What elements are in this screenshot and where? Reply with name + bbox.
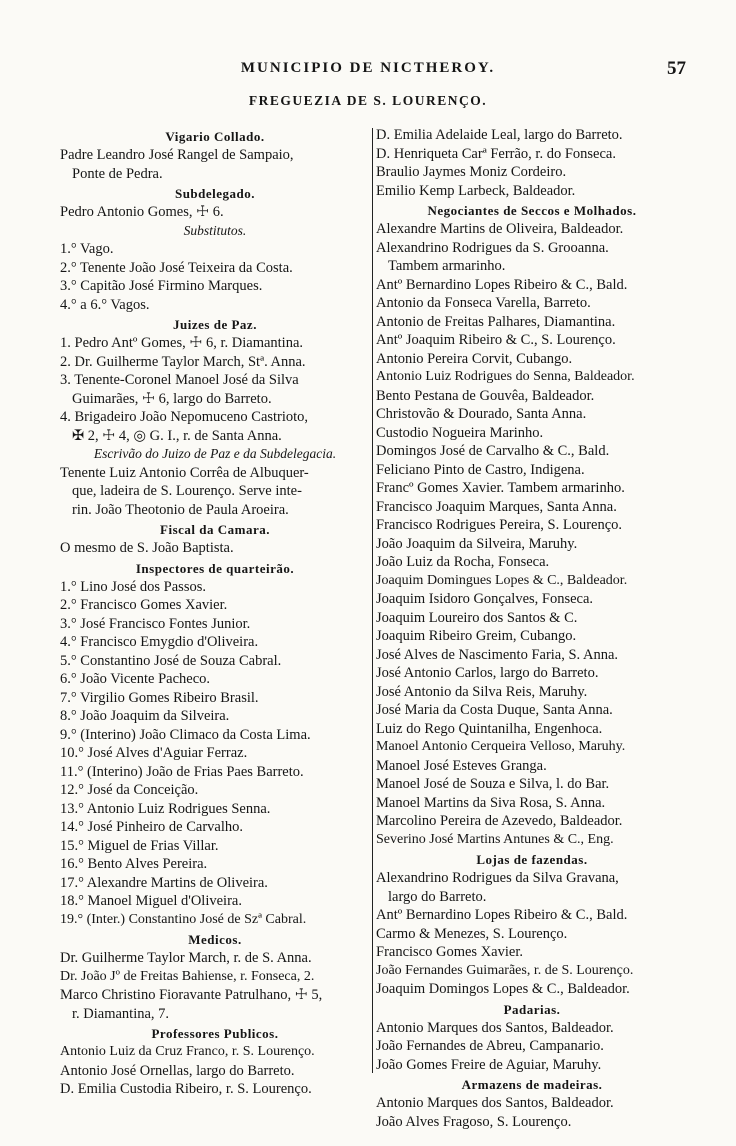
entry-line: 3.° Capitão José Firmino Marques. bbox=[60, 278, 263, 294]
entry-line: Manoel José Esteves Granga. bbox=[376, 757, 547, 774]
entry-line: Carmo & Menezes, S. Lourenço. bbox=[376, 925, 568, 942]
section-heading: Inspectores de quarteirão. bbox=[135, 560, 295, 576]
entry-line: D. Emilia Custodia Ribeiro, r. S. Lourenço. bbox=[60, 1081, 312, 1097]
entry-line: 14.° José Pinheiro de Carvalho. bbox=[60, 819, 243, 835]
entry-line: 7.° Virgilio Gomes Ribeiro Brasil. bbox=[60, 689, 259, 706]
section-heading: Armazens de madeiras. bbox=[461, 1077, 603, 1092]
entry-line: 17.° Alexandre Martins de Oliveira. bbox=[60, 874, 268, 891]
entry-line: Alexandrino Rodrigues da S. Grooanna. bbox=[376, 239, 609, 256]
entry-line: João Alves Fragoso, S. Lourenço. bbox=[376, 1113, 572, 1130]
entry-line: Manoel Antonio Cerqueira Velloso, Maruhy. bbox=[376, 739, 626, 754]
entry-line: Antonio Marques dos Santos, Baldeador. bbox=[376, 1019, 614, 1036]
entry-line: Custodio Nogueira Marinho. bbox=[376, 424, 544, 441]
entry-line: Domingos José de Carvalho & C., Bald. bbox=[376, 443, 610, 459]
entry-line: Alexandre Martins de Oliveira, Baldeador. bbox=[376, 221, 624, 237]
entry-line: Marcolino Pereira de Azevedo, Baldeador. bbox=[376, 813, 623, 829]
entry-line: Braulio Jaymes Moniz Cordeiro. bbox=[376, 164, 567, 180]
entry-line: Pedro Antonio Gomes, ☩ 6. bbox=[60, 204, 224, 220]
parish-title: FREGUEZIA DE S. LOURENÇO. bbox=[248, 93, 488, 108]
entry-line: 4. Brigadeiro João Nepomuceno Castrioto, bbox=[60, 409, 309, 425]
entry-line: Joaquim Domingues Lopes & C., Baldeador. bbox=[376, 572, 628, 588]
entry-line: 15.° Miguel de Frias Villar. bbox=[60, 837, 219, 854]
section-heading: Fiscal da Camara. bbox=[160, 522, 270, 537]
sub-heading: Substitutos. bbox=[183, 222, 247, 238]
entry-line: João Joaquim da Silveira, Maruhy. bbox=[376, 535, 578, 552]
entry-line: Feliciano Pinto de Castro, Indigena. bbox=[376, 461, 585, 478]
entry-line: 2. Dr. Guilherme Taylor March, Stª. Anna. bbox=[60, 353, 306, 370]
section-heading: Subdelegado. bbox=[174, 186, 256, 201]
entry-line: 16.° Bento Alves Pereira. bbox=[60, 856, 208, 872]
entry-line: Tenente Luiz Antonio Corrêa de Albuquer- bbox=[60, 464, 309, 481]
entry-line: João Fernandes Guimarães, r. de S. Lourenço. bbox=[376, 962, 634, 978]
entry-line: José Antonio Carlos, largo do Barreto. bbox=[376, 665, 599, 681]
right-column bbox=[376, 126, 688, 1131]
entry-line: Francº Gomes Xavier. Tambem armarinho. bbox=[376, 480, 625, 496]
entry-line: ✠ 2, ☩ 4, ◎ G. I., r. de Santa Anna. bbox=[72, 427, 282, 444]
entry-line: Antonio Luiz Rodrigues do Senna, Baldeador. bbox=[376, 369, 635, 384]
entry-line: Marco Christino Fioravante Patrulhano, ☩ 5, bbox=[60, 987, 323, 1003]
entry-line: Manoel José de Souza e Silva, l. do Bar. bbox=[376, 776, 610, 792]
entry-line: 19.° (Inter.) Constantino José de Szª Cabral. bbox=[60, 911, 307, 927]
entry-line: 1.° Lino José dos Passos. bbox=[60, 578, 206, 595]
entry-line: 3. Tenente-Coronel Manoel José da Silva bbox=[60, 372, 299, 388]
entry-line: Dr. João Jº de Freitas Bahiense, r. Fonseca, 2. bbox=[60, 968, 315, 984]
entry-line: 4.° Francisco Emygdio d'Oliveira. bbox=[60, 634, 259, 650]
entry-line: Antonio de Freitas Palhares, Diamantina. bbox=[376, 313, 616, 330]
entry-line: 8.° João Joaquim da Silveira. bbox=[60, 708, 230, 724]
entry-line: José Antonio da Silva Reis, Maruhy. bbox=[376, 683, 588, 700]
page-number: 57 bbox=[667, 58, 686, 79]
entry-line: Joaquim Isidoro Gonçalves, Fonseca. bbox=[376, 591, 594, 607]
entry-line: D. Emilia Adelaide Leal, largo do Barreto. bbox=[376, 127, 623, 143]
entry-line: Luiz do Rego Quintanilha, Engenhoca. bbox=[376, 720, 603, 737]
entry-line: João Gomes Freire de Aguiar, Maruhy. bbox=[376, 1056, 602, 1073]
entry-line: 9.° (Interino) João Climaco da Costa Lima. bbox=[60, 726, 311, 743]
entry-line: Dr. Guilherme Taylor March, r. de S. Anna. bbox=[60, 950, 312, 966]
entry-line: Antonio da Fonseca Varella, Barreto. bbox=[376, 295, 591, 311]
left-column bbox=[60, 126, 370, 1099]
entry-line: Manoel Martins da Siva Rosa, S. Anna. bbox=[376, 794, 606, 811]
entry-line: 12.° José da Conceição. bbox=[60, 782, 199, 798]
entry-line: 4.° a 6.° Vagos. bbox=[60, 296, 150, 313]
entry-line: Severino José Martins Antunes & C., Eng. bbox=[376, 831, 614, 847]
entry-line: Guimarães, ☩ 6, largo do Barreto. bbox=[72, 390, 272, 407]
section-heading: Juizes de Paz. bbox=[173, 317, 257, 332]
entry-line: Antonio Pereira Corvit, Cubango. bbox=[376, 350, 573, 367]
entry-line: 1.° Vago. bbox=[60, 241, 114, 257]
entry-line: Padre Leandro José Rangel de Sampaio, bbox=[60, 147, 294, 163]
entry-line: r. Diamantina, 7. bbox=[72, 1005, 170, 1022]
entry-line: rin. João Theotonio de Paula Aroeira. bbox=[72, 501, 289, 518]
entry-line: Joaquim Loureiro dos Santos & C. bbox=[376, 609, 578, 626]
entry-line: Alexandrino Rodrigues da Silva Gravana, bbox=[376, 870, 619, 886]
entry-line: Emilio Kemp Larbeck, Baldeador. bbox=[376, 182, 576, 199]
running-title: MUNICIPIO DE NICTHEROY. bbox=[240, 60, 496, 76]
entry-line: que, ladeira de S. Lourenço. Serve inte- bbox=[72, 483, 302, 499]
entry-line: 2.° Francisco Gomes Xavier. bbox=[60, 597, 228, 613]
entry-line: 1. Pedro Antº Gomes, ☩ 6, r. Diamantina. bbox=[60, 335, 304, 351]
entry-line: Antonio Marques dos Santos, Baldeador. bbox=[376, 1095, 614, 1111]
section-heading: Professores Publicos. bbox=[151, 1026, 279, 1041]
section-heading: Vigario Collado. bbox=[165, 129, 265, 144]
column-divider bbox=[372, 128, 373, 1073]
entry-line: 10.° José Alves d'Aguiar Ferraz. bbox=[60, 745, 248, 761]
entry-line: 13.° Antonio Luiz Rodrigues Senna. bbox=[60, 800, 271, 817]
entry-line: João Luiz da Rocha, Fonseca. bbox=[376, 554, 550, 570]
entry-line: Francisco Rodrigues Pereira, S. Lourenço. bbox=[376, 517, 623, 533]
entry-line: Joaquim Domingos Lopes & C., Baldeador. bbox=[376, 981, 630, 997]
entry-line: Antonio Luiz da Cruz Franco, r. S. Lourenço. bbox=[60, 1044, 315, 1059]
entry-line: Antº Bernardino Lopes Ribeiro & C., Bald. bbox=[376, 276, 628, 293]
entry-line: 6.° João Vicente Pacheco. bbox=[60, 671, 211, 687]
entry-line: largo do Barreto. bbox=[388, 888, 487, 905]
entry-line: Bento Pestana de Gouvêa, Baldeador. bbox=[376, 387, 595, 404]
section-heading: Padarias. bbox=[503, 1001, 561, 1017]
entry-line: Ponte de Pedra. bbox=[72, 165, 163, 182]
entry-line: Antº Bernardino Lopes Ribeiro & C., Bald. bbox=[376, 907, 628, 923]
entry-line: 18.° Manoel Miguel d'Oliveira. bbox=[60, 893, 242, 909]
section-heading: Negociantes de Seccos e Molhados. bbox=[427, 203, 637, 218]
entry-line: Christovão & Dourado, Santa Anna. bbox=[376, 406, 587, 422]
entry-line: D. Henriqueta Carª Ferrão, r. do Fonseca. bbox=[376, 145, 616, 162]
entry-line: José Alves de Nascimento Faria, S. Anna. bbox=[376, 646, 619, 663]
entry-line: Francisco Joaquim Marques, Santa Anna. bbox=[376, 498, 617, 515]
entry-line: Joaquim Ribeiro Greim, Cubango. bbox=[376, 628, 577, 644]
sub-heading: Escrivão do Juizo de Paz e da Subdelegacia. bbox=[93, 446, 337, 461]
entry-line: 2.° Tenente João José Teixeira da Costa. bbox=[60, 259, 293, 276]
entry-line: O mesmo de S. João Baptista. bbox=[60, 540, 234, 556]
entry-line: João Fernandes de Abreu, Campanario. bbox=[376, 1038, 604, 1054]
entry-line: José Maria da Costa Duque, Santa Anna. bbox=[376, 702, 613, 718]
entry-line: Antonio José Ornellas, largo do Barreto. bbox=[60, 1062, 295, 1079]
section-heading: Lojas de fazendas. bbox=[476, 852, 588, 867]
entry-line: 5.° Constantino José de Souza Cabral. bbox=[60, 652, 282, 669]
section-heading: Medicos. bbox=[188, 932, 242, 947]
entry-line: 3.° José Francisco Fontes Junior. bbox=[60, 615, 251, 632]
entry-line: Tambem armarinho. bbox=[388, 258, 506, 274]
entry-line: Antº Joaquim Ribeiro & C., S. Lourenço. bbox=[376, 332, 616, 348]
entry-line: 11.° (Interino) João de Frias Paes Barreto. bbox=[60, 763, 304, 780]
entry-line: Francisco Gomes Xavier. bbox=[376, 944, 523, 960]
